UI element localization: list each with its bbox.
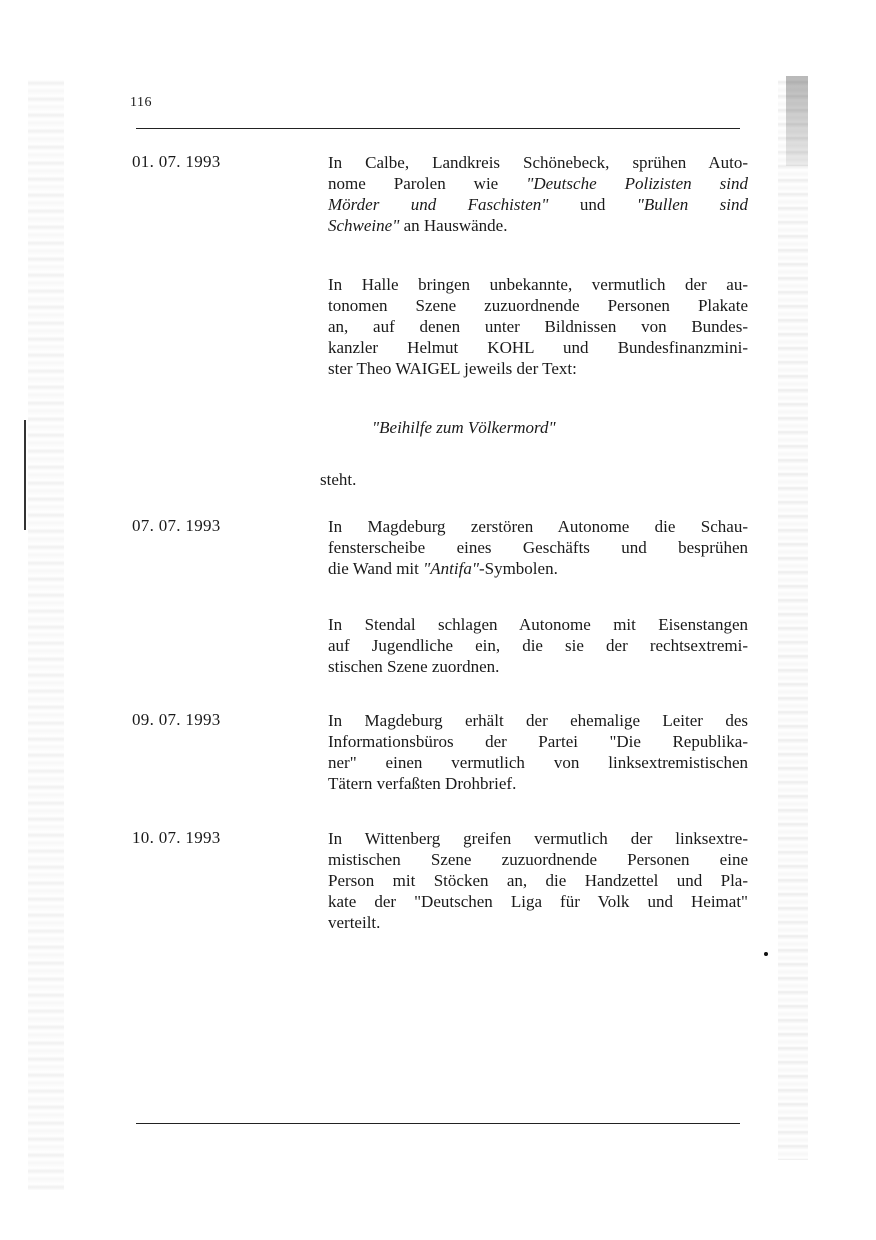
text-segment: In Wittenberg greifen vermutlich der linksextre- xyxy=(328,829,748,848)
text-segment: Tätern verfaßten Drohbrief. xyxy=(328,774,517,793)
entry-date: 01. 07. 1993 xyxy=(132,152,221,171)
text-segment: und xyxy=(548,195,637,214)
scan-artifact-left-line xyxy=(24,420,26,530)
entry-date: 07. 07. 1993 xyxy=(132,516,221,535)
scan-artifact-right-top xyxy=(786,76,808,166)
entry-date: 09. 07. 1993 xyxy=(132,710,221,729)
text-segment: In Magdeburg erhält der ehemalige Leiter des xyxy=(328,711,748,730)
text-segment: tonomen Szene zuzuordnende Personen Plakate xyxy=(328,296,748,315)
header-rule xyxy=(136,128,740,129)
scan-artifact-left-edge xyxy=(28,80,64,1190)
text-line xyxy=(328,891,748,912)
closing-text: steht. xyxy=(320,470,357,489)
text-segment: In Calbe, Landkreis Schönebeck, sprühen Auto- xyxy=(328,153,748,172)
text-line xyxy=(328,731,748,752)
entry-paragraph xyxy=(328,710,748,794)
text-segment: ster Theo WAIGEL jeweils der Text: xyxy=(328,359,577,378)
text-line xyxy=(328,295,748,316)
text-segment: In Halle bringen unbekannte, vermutlich der au- xyxy=(328,275,748,294)
text-segment: Informationsbüros der Partei "Die Republika- xyxy=(328,732,748,751)
text-segment: fensterscheibe eines Geschäfts und besprühen xyxy=(328,538,748,557)
entry-paragraph xyxy=(328,828,748,933)
text-segment: kanzler Helmut KOHL und Bundesfinanzmini- xyxy=(328,338,748,357)
text-line xyxy=(328,537,748,558)
text-segment: an Hauswände. xyxy=(399,216,508,235)
footer-rule xyxy=(136,1123,740,1124)
text-line xyxy=(328,656,748,677)
italic-segment: "Bullen sind xyxy=(636,195,748,214)
text-line xyxy=(328,752,748,773)
italic-segment: "Antifa" xyxy=(423,559,479,578)
text-segment: stischen Szene zuordnen. xyxy=(328,657,500,676)
page-number: 116 xyxy=(130,95,152,110)
text-segment: die Wand mit xyxy=(328,559,424,578)
text-line xyxy=(328,274,748,295)
text-line xyxy=(328,828,748,849)
text-segment: nome Parolen wie xyxy=(328,174,527,193)
text-segment: In Magdeburg zerstören Autonome die Schau- xyxy=(328,517,748,536)
text-segment: Person mit Stöcken an, die Handzettel und Pla- xyxy=(328,871,748,890)
text-line xyxy=(328,173,748,194)
text-line xyxy=(328,194,748,215)
scan-speck xyxy=(764,952,768,956)
text-segment: an, auf denen unter Bildnissen von Bundes- xyxy=(328,317,748,336)
text-segment: verteilt. xyxy=(328,913,381,932)
text-line xyxy=(328,773,748,794)
text-segment: ner" einen vermutlich von linksextremistischen xyxy=(328,753,748,772)
quoted-text: "Beihilfe zum Völkermord" xyxy=(372,418,556,437)
text-line xyxy=(328,358,748,379)
entry-paragraph xyxy=(328,516,748,579)
text-segment: -Symbolen. xyxy=(478,559,558,578)
text-line xyxy=(328,849,748,870)
text-line xyxy=(328,614,748,635)
italic-segment: Mörder und Faschisten" xyxy=(328,195,549,214)
text-segment: In Stendal schlagen Autonome mit Eisenstangen xyxy=(328,615,748,634)
text-line xyxy=(328,710,748,731)
text-line xyxy=(328,870,748,891)
italic-segment: "Deutsche Polizisten sind xyxy=(526,174,748,193)
text-line xyxy=(328,337,748,358)
text-line xyxy=(328,215,748,236)
entry-paragraph xyxy=(328,614,748,677)
italic-segment: Schweine" xyxy=(328,216,400,235)
entry-paragraph xyxy=(328,274,748,379)
text-line xyxy=(328,516,748,537)
scan-artifact-right-edge xyxy=(778,80,808,1160)
text-line xyxy=(328,912,748,933)
text-line xyxy=(328,558,748,579)
entry-paragraph xyxy=(328,152,748,236)
text-segment: auf Jugendliche ein, die sie der rechtsextremi- xyxy=(328,636,748,655)
entry-date: 10. 07. 1993 xyxy=(132,828,221,847)
text-segment: mistischen Szene zuzuordnende Personen eine xyxy=(328,850,748,869)
text-line xyxy=(328,316,748,337)
text-line xyxy=(328,635,748,656)
text-line xyxy=(328,152,748,173)
text-segment: kate der "Deutschen Liga für Volk und Heimat" xyxy=(328,892,748,911)
